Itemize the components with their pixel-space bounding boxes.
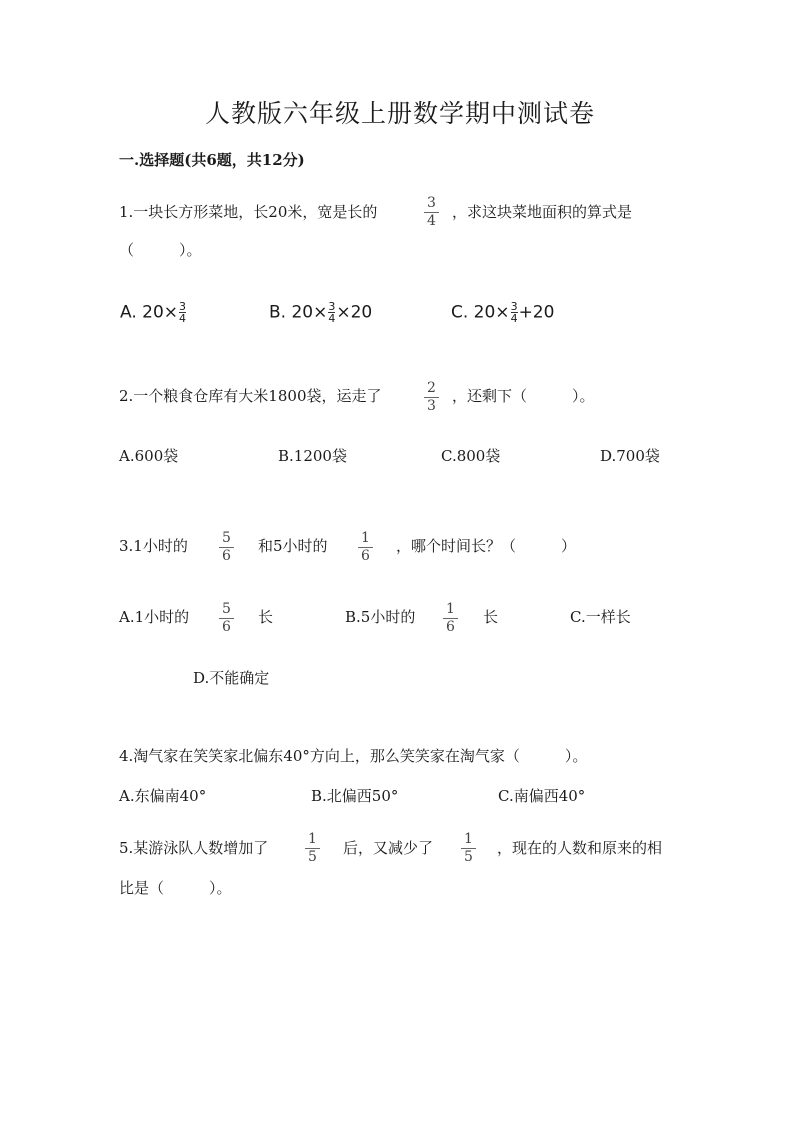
q1-frac-num: 3 [427,195,436,211]
q2-option-c: C.800袋 [441,447,501,465]
q3-text-c: ，哪个时间长？（ ） [396,537,577,555]
q3-text-b: 和5小时的 [258,537,328,555]
q1-option-c-prefix: C. 20× [451,302,510,323]
q2-text-a: 2.一个粮食仓库有大米1800袋，运走了 [119,387,382,405]
q3-option-b-suffix: 长 [483,608,499,626]
q1-option-a-prefix: A. 20× [120,302,179,323]
q5-frac2-den: 5 [461,848,476,865]
q3-text-a: 3.1小时的 [119,537,188,555]
q4-option-a: A.东偏南40° [119,787,207,805]
q1-option-a [120,301,187,324]
q1-option-c-suffix: +20 [518,302,555,323]
q2-option-b: B.1200袋 [278,447,347,465]
q4-option-b: B.北偏西50° [311,787,399,805]
q5-text-b: 后，又减少了 [343,839,434,857]
q5-text-a: 5.某游泳队人数增加了 [119,839,269,857]
q3-frac2-num: 1 [361,530,370,546]
q1-option-c-num: 3 [510,300,518,313]
q5-text-d: 比是（ ）。 [119,879,232,897]
q2-option-a: A.600袋 [119,447,179,465]
q5-fraction-2 [461,832,476,865]
q2-option-d: D.700袋 [600,447,660,465]
q3-option-a-num: 5 [222,601,231,617]
q2-fraction [424,381,439,414]
q1-paren: （ ）。 [119,241,202,259]
q3-fraction-2 [358,531,373,564]
q1-option-b-prefix: B. 20× [269,302,328,323]
q1-option-b-num: 3 [328,300,336,313]
q5-fraction-1 [305,832,320,865]
q1-option-c [451,301,554,324]
q5-frac1-den: 5 [305,848,320,865]
q3-option-b-fraction [443,602,458,635]
q3-fraction-1 [219,531,234,564]
q4-text: 4.淘气家在笑笑家北偏东40°方向上，那么笑笑家在淘气家（ ）。 [119,747,588,765]
q5-text-c: ，现在的人数和原来的相 [497,839,663,857]
q2-frac-den: 3 [424,397,439,414]
q1-option-a-fraction [179,301,186,324]
q3-option-a-fraction [219,602,234,635]
q3-option-a-text: A.1小时的 [119,608,190,626]
q3-option-c: C.一样长 [570,608,631,626]
q5-frac2-num: 1 [464,831,473,847]
q1-text-a: 1.一块长方形菜地，长20米，宽是长的 [119,203,378,221]
q1-fraction [424,196,439,229]
q1-option-c-den: 4 [510,312,518,325]
q3-option-b-num: 1 [446,601,455,617]
q5-frac1-num: 1 [308,831,317,847]
q1-option-c-fraction [511,301,518,324]
q3-option-a-den: 6 [219,618,234,635]
q1-option-b-suffix: ×20 [336,302,373,323]
q1-option-a-den: 4 [179,312,187,325]
q3-option-d: D.不能确定 [193,669,270,687]
q3-option-b-den: 6 [443,618,458,635]
q3-frac2-den: 6 [358,547,373,564]
page-title: 人教版六年级上册数学期中测试卷 [204,99,595,128]
section-heading: 一.选择题(共6题，共12分) [119,151,305,169]
q1-text-b: ，求这块菜地面积的算式是 [452,203,633,221]
q3-frac1-num: 5 [222,530,231,546]
q2-frac-num: 2 [427,380,436,396]
q1-frac-den: 4 [424,212,439,229]
q3-option-b-text: B.5小时的 [345,608,416,626]
q1-option-b-den: 4 [328,312,336,325]
q3-frac1-den: 6 [219,547,234,564]
q1-option-a-num: 3 [179,300,187,313]
q1-option-b-fraction [328,301,335,324]
q2-text-b: ，还剩下（ ）。 [452,387,595,405]
q3-option-a-suffix: 长 [258,608,274,626]
q1-option-b [269,301,372,324]
q4-option-c: C.南偏西40° [498,787,586,805]
